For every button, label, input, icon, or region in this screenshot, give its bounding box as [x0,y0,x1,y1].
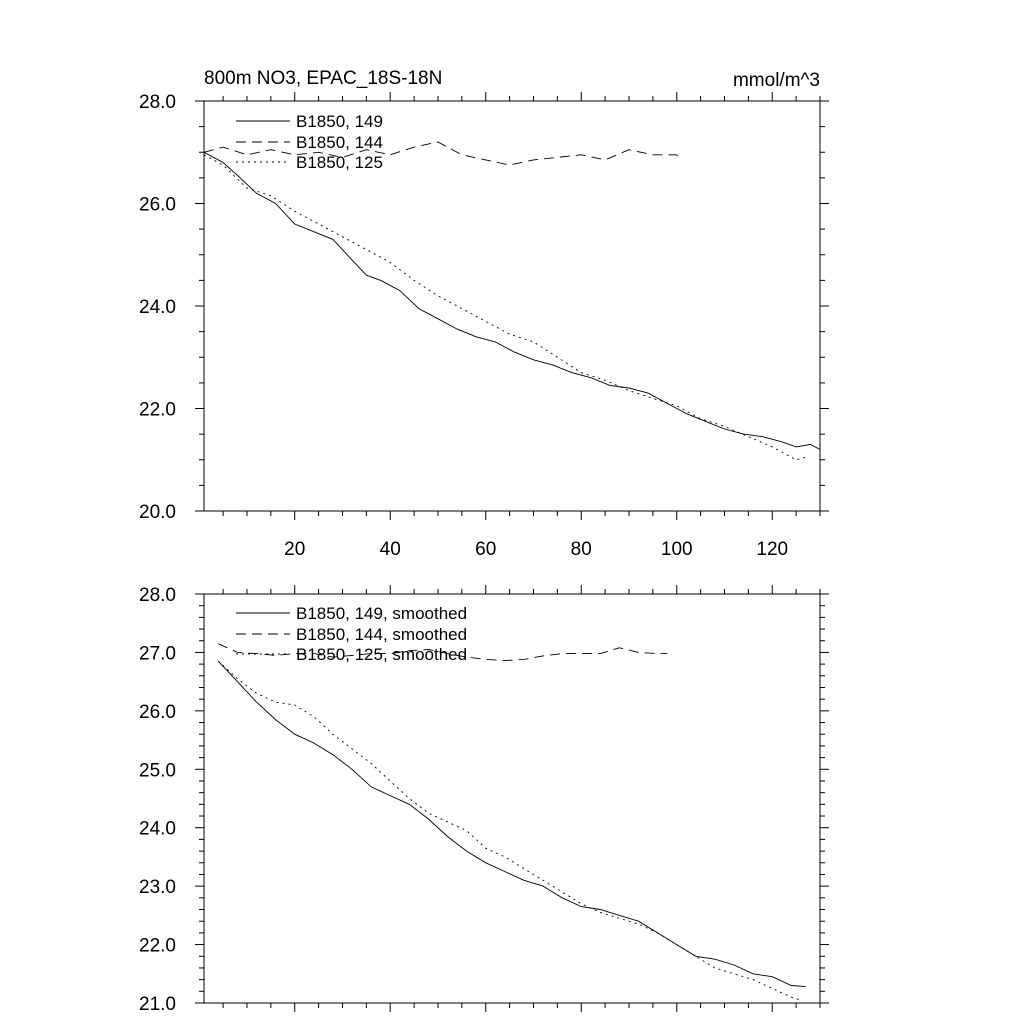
x-tick-label: 120 [756,539,789,560]
top-panel-lines [204,142,820,460]
y-tick-label: 26.0 [139,194,176,216]
top-panel-legend [236,112,383,172]
y-tick-label: 26.0 [139,701,176,723]
top-panel [139,68,829,560]
x-tick-label: 100 [660,539,693,560]
legend-label-149-smoothed: B1850, 149, smoothed [296,604,468,623]
x-tick-label: 80 [570,539,592,560]
series-line-2 [204,142,682,165]
bottom-panel-ticks [139,585,829,1015]
legend-label-125: B1850, 125 [296,153,383,172]
y-tick-label: 25.0 [139,760,176,782]
top-panel-units: mmol/m^3 [732,70,820,91]
series-line-1 [204,152,820,449]
y-tick-label: 20.0 [139,502,176,523]
bottom-panel [139,585,829,1015]
legend-label-144: B1850, 144 [296,133,383,152]
y-tick-label: 23.0 [139,877,176,899]
y-tick-label: 21.0 [139,994,176,1015]
y-tick-label: 24.0 [139,297,176,318]
series-line-3 [218,661,801,1000]
series-line-3 [204,155,806,460]
y-tick-label: 22.0 [139,935,176,957]
legend-label-144-smoothed: B1850, 144, smoothed [296,625,468,644]
x-tick-label: 60 [475,539,497,560]
y-tick-label: 24.0 [139,818,176,840]
top-panel-title: 800m NO3, EPAC_18S-18N [204,68,443,89]
y-tick-label: 28.0 [139,585,176,606]
bottom-panel-lines [218,644,805,1000]
legend-label-125-smoothed: B1850, 125, smoothed [296,645,468,664]
y-tick-label: 28.0 [139,92,176,113]
series-line-1 [218,661,805,986]
y-tick-label: 27.0 [139,643,176,665]
legend-label-149: B1850, 149 [296,112,383,131]
y-tick-label: 22.0 [139,399,176,421]
x-tick-label: 20 [284,539,306,560]
x-tick-label: 40 [379,539,401,560]
